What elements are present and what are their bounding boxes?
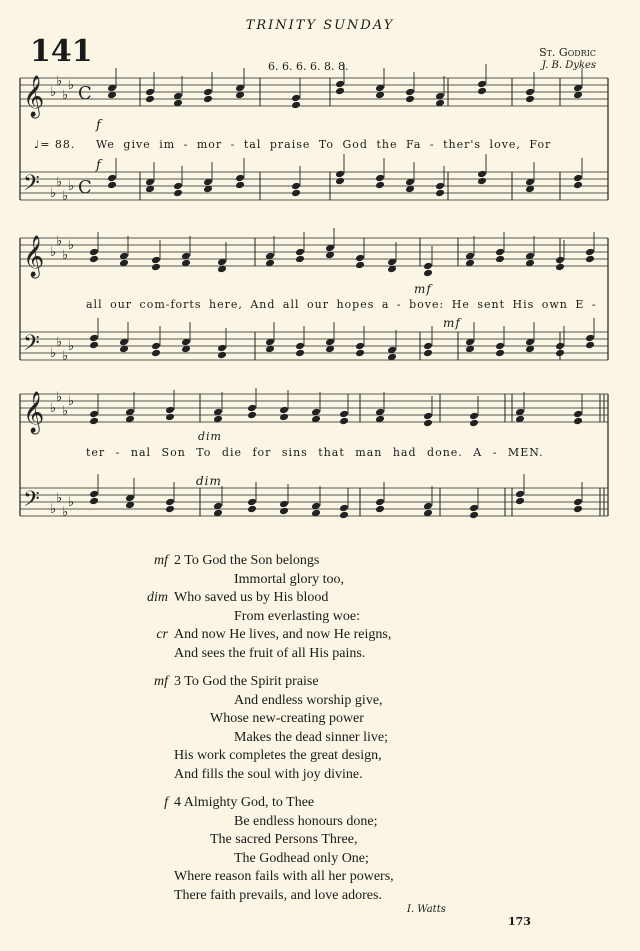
- notehead: [405, 95, 415, 104]
- tune-name: St. Godric: [539, 46, 596, 59]
- bass-clef-icon: 𝄢: [23, 331, 40, 361]
- verse-text: The Godhead only One;: [234, 850, 369, 866]
- verse-line: [0, 794, 640, 813]
- notehead: [573, 181, 583, 190]
- flat-icon: ♭: [50, 186, 57, 201]
- notehead: [89, 255, 99, 264]
- notehead: [295, 248, 305, 257]
- notehead: [477, 87, 487, 96]
- flat-icon: ♭: [50, 502, 57, 517]
- stanza: [0, 794, 640, 905]
- notehead: [217, 351, 227, 360]
- notehead: [339, 410, 349, 419]
- notehead: [573, 174, 583, 183]
- notehead: [423, 342, 433, 351]
- hymn-number: 141: [30, 34, 93, 69]
- notehead: [107, 174, 117, 183]
- flat-icon: ♭: [50, 245, 57, 260]
- verse-line: [0, 729, 640, 748]
- bass-clef-icon: 𝄢: [23, 171, 40, 201]
- dynamic-mf-2: mf: [443, 316, 461, 330]
- flat-icon: ♭: [68, 339, 75, 354]
- notehead: [573, 505, 583, 514]
- notehead: [435, 182, 445, 191]
- notehead: [495, 349, 505, 358]
- notehead: [495, 342, 505, 351]
- verse-text: His work completes the great design,: [174, 748, 382, 763]
- notehead: [423, 419, 433, 428]
- common-time-icon: C: [78, 177, 92, 198]
- notehead: [355, 349, 365, 358]
- notehead: [89, 497, 99, 506]
- notehead: [339, 417, 349, 426]
- treble-clef-icon: 𝄞: [23, 236, 45, 277]
- notehead: [555, 349, 565, 358]
- flat-icon: ♭: [62, 349, 69, 364]
- flat-icon: ♭: [56, 234, 63, 249]
- verse-line: [0, 747, 640, 766]
- flat-icon: ♭: [56, 335, 63, 350]
- verse-dynamic: f: [164, 795, 168, 810]
- notehead: [423, 412, 433, 421]
- lyric-line-3: ter - nal Son To die for sins that man had done. A - MEN.: [86, 446, 544, 459]
- notehead: [247, 411, 257, 420]
- tempo-value: = 88.: [40, 138, 76, 151]
- verse-text: From everlasting woe:: [234, 608, 360, 624]
- notehead: [469, 511, 479, 520]
- verse-text: Who saved us by His blood: [174, 590, 329, 605]
- notehead: [423, 262, 433, 271]
- flat-icon: ♭: [50, 85, 57, 100]
- verse-text: Makes the dead sinner live;: [234, 729, 388, 745]
- notehead: [495, 248, 505, 257]
- notehead: [339, 504, 349, 513]
- notehead: [279, 406, 289, 415]
- notehead: [335, 170, 345, 179]
- verse-dynamic: cr: [156, 627, 168, 642]
- notehead: [525, 88, 535, 97]
- notehead: [291, 182, 301, 191]
- notehead: [203, 95, 213, 104]
- notehead: [291, 189, 301, 198]
- verse-text: 3 To God the Spirit praise: [174, 674, 319, 689]
- notehead: [555, 263, 565, 272]
- verse-line: [0, 766, 640, 785]
- notehead: [295, 342, 305, 351]
- verse-dynamic: mf: [154, 674, 168, 689]
- notehead: [477, 177, 487, 186]
- notehead: [89, 334, 99, 343]
- tempo-marking: [34, 138, 75, 151]
- lyric-line-2: all our com-forts here, And all our hopes a - bove: He sent His own E -: [86, 298, 597, 311]
- common-time-icon: C: [78, 83, 92, 104]
- bass-clef-icon: 𝄢: [23, 487, 40, 517]
- verse-text: And now He lives, and now He reigns,: [174, 627, 392, 642]
- notehead: [89, 490, 99, 499]
- notehead: [217, 344, 227, 353]
- verse-dynamic: mf: [154, 553, 168, 568]
- notehead: [279, 507, 289, 516]
- notehead: [355, 342, 365, 351]
- verse-text: Whose new-creating power: [210, 711, 364, 726]
- notehead: [515, 497, 525, 506]
- notehead: [165, 498, 175, 507]
- verse-line: [0, 626, 640, 645]
- flat-icon: ♭: [50, 401, 57, 416]
- notehead: [165, 413, 175, 422]
- notehead: [355, 254, 365, 263]
- verse-line: [0, 831, 640, 850]
- notehead: [585, 255, 595, 264]
- verse-line: [0, 710, 640, 729]
- verse-text: The sacred Persons Three,: [210, 832, 358, 847]
- verse-line: [0, 552, 640, 571]
- dynamic-dim-2: dim: [196, 474, 222, 488]
- hymn-meter: 6. 6. 6. 6. 8. 8.: [268, 60, 349, 73]
- flat-icon: ♭: [62, 505, 69, 520]
- flat-icon: ♭: [50, 346, 57, 361]
- notehead: [469, 412, 479, 421]
- notehead: [375, 498, 385, 507]
- notehead: [555, 342, 565, 351]
- notehead: [291, 101, 301, 110]
- notehead: [89, 410, 99, 419]
- verse-text: And endless worship give,: [234, 692, 383, 708]
- verse-line: [0, 887, 640, 906]
- notehead: [235, 174, 245, 183]
- page-header-title: TRINITY SUNDAY: [245, 18, 395, 33]
- notehead: [585, 334, 595, 343]
- flat-icon: ♭: [56, 491, 63, 506]
- notehead: [375, 181, 385, 190]
- notehead: [165, 505, 175, 514]
- notehead: [145, 88, 155, 97]
- quarter-note-icon: ♩: [34, 138, 41, 151]
- flat-icon: ♭: [68, 495, 75, 510]
- notehead: [573, 498, 583, 507]
- verse-text: And fills the soul with joy divine.: [174, 766, 363, 782]
- notehead: [291, 94, 301, 103]
- notehead: [279, 500, 289, 509]
- notehead: [585, 248, 595, 257]
- notehead: [203, 88, 213, 97]
- verse-line: [0, 850, 640, 869]
- treble-clef-icon: 𝄞: [23, 392, 45, 433]
- notehead: [151, 263, 161, 272]
- verse-line: [0, 813, 640, 832]
- flat-icon: ♭: [62, 189, 69, 204]
- verse-text: And sees the fruit of all His pains.: [174, 645, 366, 661]
- notehead: [173, 189, 183, 198]
- notehead: [375, 505, 385, 514]
- verse-text: There faith prevails, and love adores.: [174, 887, 382, 903]
- notehead: [295, 349, 305, 358]
- verse-text: Immortal glory too,: [234, 571, 345, 587]
- notehead: [339, 511, 349, 520]
- notehead: [423, 349, 433, 358]
- author-attribution: I. Watts: [407, 904, 446, 915]
- notehead: [235, 181, 245, 190]
- flat-icon: ♭: [68, 78, 75, 93]
- verse-line: [0, 692, 640, 711]
- notehead: [89, 248, 99, 257]
- flat-icon: ♭: [56, 175, 63, 190]
- notehead: [151, 349, 161, 358]
- page-number: 173: [508, 915, 531, 928]
- notehead: [279, 413, 289, 422]
- notehead: [573, 410, 583, 419]
- flat-icon: ♭: [62, 404, 69, 419]
- notehead: [145, 95, 155, 104]
- notehead: [525, 95, 535, 104]
- flat-icon: ♭: [68, 179, 75, 194]
- stanza: [0, 673, 640, 784]
- dynamic-forte-2: f: [96, 158, 102, 173]
- flat-icon: ♭: [62, 88, 69, 103]
- notehead: [423, 269, 433, 278]
- notehead: [247, 505, 257, 514]
- notehead: [107, 181, 117, 190]
- verse-text: Be endless honours done;: [234, 813, 378, 829]
- verse-line: [0, 571, 640, 590]
- dynamic-forte-1: f: [96, 118, 102, 133]
- stanza: [0, 552, 640, 663]
- treble-clef-icon: 𝄞: [23, 76, 45, 117]
- verse-line: [0, 589, 640, 608]
- verse-line: [0, 868, 640, 887]
- notehead: [335, 87, 345, 96]
- flat-icon: ♭: [56, 74, 63, 89]
- composer-name: J. B. Dykes: [541, 60, 596, 71]
- flat-icon: ♭: [62, 248, 69, 263]
- verse-text: 2 To God the Son belongs: [174, 553, 320, 568]
- verse-line: [0, 673, 640, 692]
- flat-icon: ♭: [68, 238, 75, 253]
- notehead: [375, 174, 385, 183]
- verse-line: [0, 608, 640, 627]
- notehead: [585, 341, 595, 350]
- verses: [0, 552, 640, 915]
- notehead: [247, 498, 257, 507]
- verse-text: Where reason fails with all her powers,: [174, 869, 394, 884]
- notehead: [495, 255, 505, 264]
- notehead: [89, 341, 99, 350]
- notehead: [477, 170, 487, 179]
- notehead: [469, 504, 479, 513]
- dynamic-mf-1: mf: [414, 282, 432, 296]
- verse-text: 4 Almighty God, to Thee: [174, 795, 315, 810]
- notehead: [573, 417, 583, 426]
- dynamic-dim-1: dim: [198, 430, 222, 443]
- notehead: [355, 261, 365, 270]
- lyric-line-1: We give im - mor - tal praise To God the Fa - ther's love, For: [96, 138, 552, 151]
- verse-line: [0, 645, 640, 664]
- notehead: [173, 182, 183, 191]
- notehead: [335, 177, 345, 186]
- notehead: [247, 404, 257, 413]
- notehead: [151, 256, 161, 265]
- notehead: [435, 189, 445, 198]
- notehead: [405, 88, 415, 97]
- flat-icon: ♭: [56, 390, 63, 405]
- notehead: [335, 80, 345, 89]
- verse-dynamic: dim: [147, 590, 168, 605]
- notehead: [469, 419, 479, 428]
- notehead: [555, 256, 565, 265]
- notehead: [89, 417, 99, 426]
- notehead: [515, 490, 525, 499]
- notehead: [165, 406, 175, 415]
- notehead: [477, 80, 487, 89]
- flat-icon: ♭: [68, 394, 75, 409]
- notehead: [295, 255, 305, 264]
- notehead: [151, 342, 161, 351]
